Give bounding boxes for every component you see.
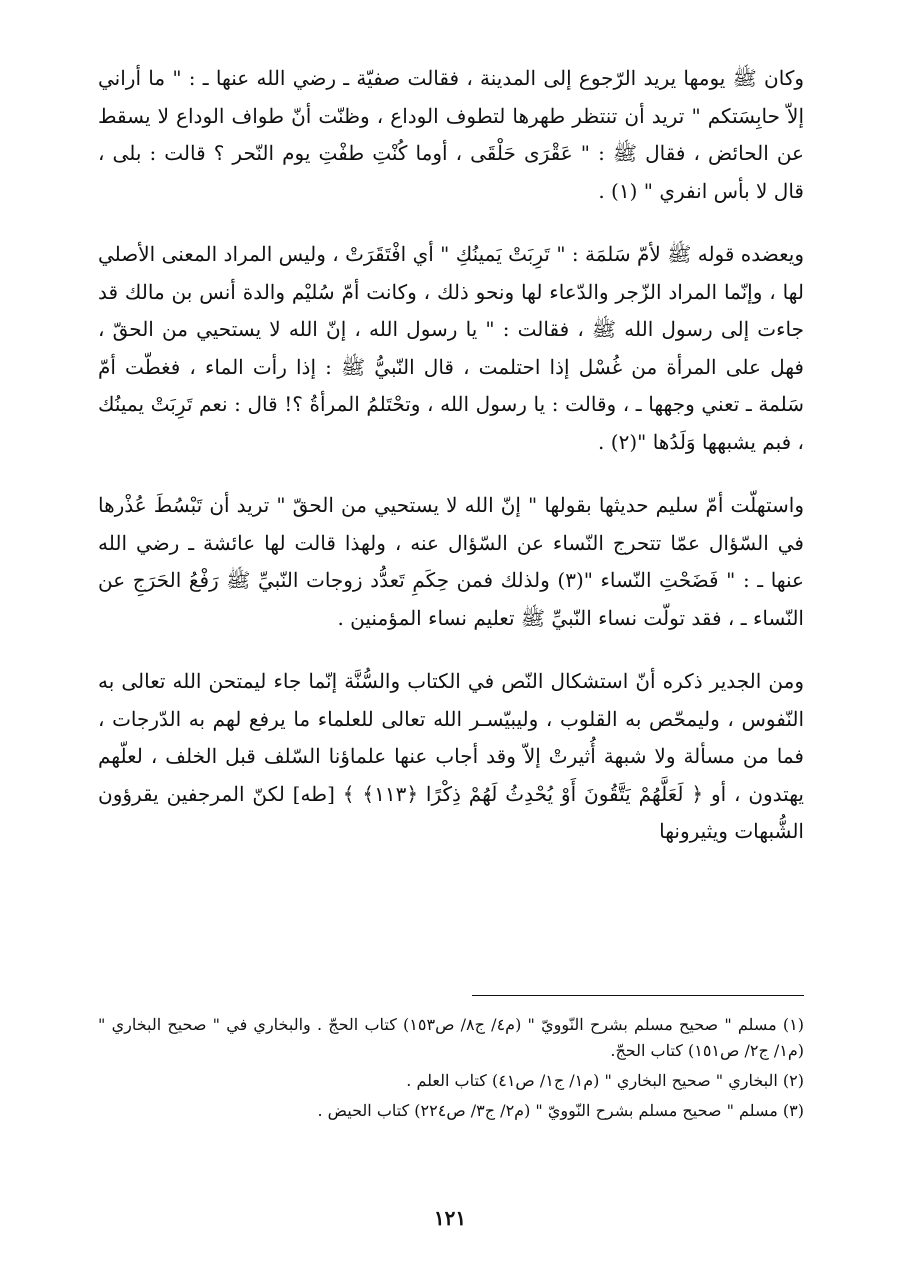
page-number: ١٢١ — [433, 1206, 467, 1230]
footnote-2: (٢) البخاري " صحيح البخاري " (م١/ ج١/ ص٤١) كتاب العلم . — [406, 1071, 804, 1090]
main-text — [98, 60, 804, 877]
footnote-divider — [472, 995, 804, 996]
paragraph-1: وكان ﷺ يومها يريد الرّجوع إلى المدينة ، فقالت صفيّة ـ رضي الله عنها ـ : " ما أراني إلاّ حابِسَتكم " تريد أن تنتظر طهرها لتطوف الوداع ، وظنّت أنّ طواف الوداع لا يسقط عن الحائض ، فقال ﷺ : " عَقْرَى حَلْقَى ، أوما كُنْتِ طفْتِ يوم النّحر ؟ قالت : بلى ، قال لا بأس انفري " (١) . — [98, 66, 804, 203]
paragraph-3: واستهلّت أمّ سليم حديثها بقولها " إنّ الله لا يستحيي من الحقّ " تريد أن تَبْسُطَ عُذْرها في السّؤال عمّا تتحرج النّساء عن السّؤال عنه ، ولهذا قالت لها عائشة ـ رضي الله عنها ـ : " فَضَحْتِ النّساء "(٣) ولذلك فمن حِكَمِ تَعدُّد زوجات النّبيِّ ﷺ رَفْعُ الحَرَجِ عن النّساء ـ ، فقد تولّت نساء النّبيِّ ﷺ تعليم نساء المؤمنين . — [98, 493, 804, 630]
footnotes — [98, 1012, 804, 1128]
footnote-1: (١) مسلم " صحيح مسلم بشرح النّوويّ " (م٤/ ج٨/ ص١٥٣) كتاب الحجّ . والبخاري في " صحيح البخاري " (م١/ ج٢/ ص١٥١) كتاب الحجّ. — [98, 1015, 804, 1060]
footnote-3: (٣) مسلم " صحيح مسلم بشرح النّوويّ " (م٢/ ج٣/ ص٢٢٤) كتاب الحيض . — [317, 1101, 804, 1120]
paragraph-2: ويعضده قوله ﷺ لأمّ سَلمَة : " تَرِبَتْ يَمينُكِ " أي افْتَقَرَتْ ، وليس المراد المعنى الأصلي لها ، وإنّما المراد الزّجر والدّعاء لها ونحو ذلك ، وكانت أمّ سُليْم والدة أنس بن مالك قد جاءت إلى رسول الله ﷺ ، فقالت : " يا رسول الله ، إنّ الله لا يستحيي من الحقّ ، فهل على المرأة من غُسْل إذا احتلمت ، قال النّبيُّ ﷺ : إذا رأت الماء ، فغطّت أمّ سَلمة ـ تعني وجهها ـ ، وقالت : يا رسول الله ، وتحْتَلمُ المرأةُ ؟! قال : نعم تَرِبَتْ يمينُك ، فبم يشبهها وَلَدُها "(٢) . — [98, 242, 804, 454]
paragraph-4: ومن الجدير ذكره أنّ استشكال النّص في الكتاب والسُّنَّة إنّما جاء ليمتحن الله تعالى به النّفوس ، وليمحّص به القلوب ، وليبيّسـر الله تعالى للعلماء ما يرفع لهم به الدّرجات ، فما من مسألة ولا شبهة أُثيرتْ إلاّ وقد أجاب عنها علماؤنا السّلف قبل الخلف ، لعلّهم يهتدون ، أو ﴿ لَعَلَّهُمْ يَتَّقُونَ أَوْ يُحْدِثُ لَهُمْ ذِكْرًا ﴿١١٣﴾ ﴾ [طه] لكنّ المرجفين يقرؤون الشُّبهات ويثيرونها — [98, 669, 805, 843]
